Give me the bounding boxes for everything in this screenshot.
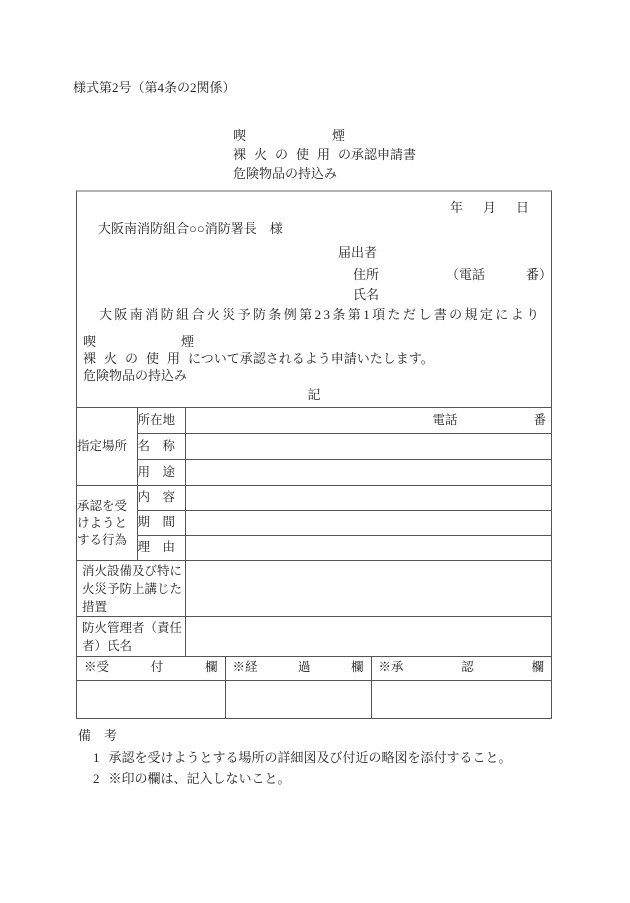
- date-month-label: 月: [482, 200, 496, 215]
- row-label-fire-manager: [77, 617, 185, 657]
- remark-item-2: [93, 771, 512, 786]
- body-option-dangerous-goods: 危険物品の持込み: [83, 368, 188, 383]
- form-body-box: [76, 190, 552, 719]
- period-value-cell: [185, 511, 551, 536]
- addressee: 大阪南消防組合○○消防署長 様: [98, 221, 283, 236]
- approval-prefix: ※承: [378, 659, 404, 674]
- form-title: [233, 126, 416, 183]
- reception-stamp-cell: [77, 680, 225, 718]
- title-smoking-left: 喫: [233, 128, 247, 143]
- application-detail-table: [77, 407, 551, 657]
- title-option-dangerous-goods: 危険物品の持込み: [233, 166, 338, 181]
- phone-label: 電話: [432, 412, 458, 427]
- content-value-cell: [185, 486, 551, 511]
- phone-inline: [186, 413, 552, 429]
- fire-manager-value-cell: [185, 617, 551, 657]
- approval-mid: 認: [461, 659, 474, 674]
- use-value-cell: [185, 460, 551, 486]
- name-label: 氏名: [353, 287, 380, 302]
- row-group-designated-place: 指定場所: [77, 408, 137, 486]
- manager-line1: 防火管理者（責任: [82, 620, 183, 635]
- equipment-line1: 消火設備及び特に: [82, 563, 183, 578]
- title-smoking-right: 煙: [332, 128, 346, 143]
- date-line: [450, 200, 529, 216]
- title-suffix: の承認申請書: [338, 147, 417, 162]
- equipment-line3: 措置: [82, 599, 108, 614]
- body-option-open-flame: [83, 350, 434, 367]
- remark-item-1: [93, 750, 512, 765]
- body-smoking-left: 喫: [83, 334, 97, 349]
- body-open-flame-text: 裸火の使用: [83, 351, 189, 366]
- row-label-period: 期 間: [137, 511, 185, 536]
- remark-1-number: 1: [93, 750, 100, 766]
- reception-mid: 付: [150, 659, 164, 674]
- remarks-heading: 備 考: [78, 728, 118, 743]
- date-day-label: 日: [515, 200, 529, 215]
- title-option-smoking: [233, 126, 416, 145]
- progress-stamp-cell: [225, 680, 371, 718]
- reception-column-header: [77, 656, 225, 680]
- equipment-value-cell: [185, 561, 551, 617]
- declarant-label: 届出者: [338, 245, 378, 260]
- remark-1-text: 承認を受けようとする場所の詳細図及び付近の略図を添付すること。: [108, 750, 512, 766]
- row-label-reason: 理 由: [137, 536, 185, 561]
- manager-line2: 者）氏名: [82, 638, 133, 653]
- title-option-open-flame: [233, 145, 416, 164]
- address-label: 住所: [353, 267, 380, 282]
- name-value-cell: [185, 434, 551, 460]
- row-label-location: 所在地: [137, 408, 185, 434]
- location-value-cell: [185, 408, 551, 434]
- application-options: [83, 333, 434, 384]
- phone-close-label: 番）: [526, 267, 553, 282]
- approval-suffix: 欄: [531, 659, 544, 674]
- phone-number-suffix: 番: [533, 412, 546, 427]
- body-option-smoking: [83, 333, 434, 350]
- ki-heading: 記: [307, 387, 321, 402]
- row-label-name: 名 称: [137, 434, 185, 460]
- row-label-content: 内 容: [137, 486, 185, 511]
- act-group-line1: 承認を受: [77, 498, 128, 513]
- progress-prefix: ※経: [232, 659, 258, 674]
- official-stamp-table: [77, 656, 551, 718]
- approval-column-header: [371, 656, 551, 680]
- law-reference-line: 大阪南消防組合火災予防条例第23条第1項ただし書の規定により: [99, 307, 542, 322]
- reception-suffix: 欄: [204, 659, 218, 674]
- act-group-line2: けようと: [77, 515, 128, 530]
- body-application-sentence: について承認されるよう申請いたします。: [188, 351, 434, 366]
- progress-mid: 過: [297, 659, 311, 674]
- date-year-label: 年: [449, 200, 463, 215]
- remark-2-number: 2: [93, 771, 100, 787]
- title-open-flame-text: 裸火の使用: [233, 147, 339, 162]
- body-smoking-right: 煙: [181, 334, 195, 349]
- row-group-approval-act: [77, 486, 137, 561]
- row-label-use: 用 途: [137, 460, 185, 486]
- progress-suffix: 欄: [350, 659, 364, 674]
- act-group-line3: する行為: [77, 532, 128, 547]
- remark-2-text: ※印の欄は、記入しないこと。: [108, 771, 291, 787]
- phone-open-label: （電話: [446, 267, 486, 282]
- equipment-line2: 火災予防上講じた: [82, 581, 183, 596]
- form-number: 様式第2号（第4条の2関係）: [73, 80, 236, 95]
- reception-prefix: ※受: [84, 659, 110, 674]
- reason-value-cell: [185, 536, 551, 561]
- progress-column-header: [225, 656, 371, 680]
- remarks-section: [78, 728, 512, 786]
- approval-stamp-cell: [371, 680, 551, 718]
- row-label-equipment-measures: [77, 561, 185, 617]
